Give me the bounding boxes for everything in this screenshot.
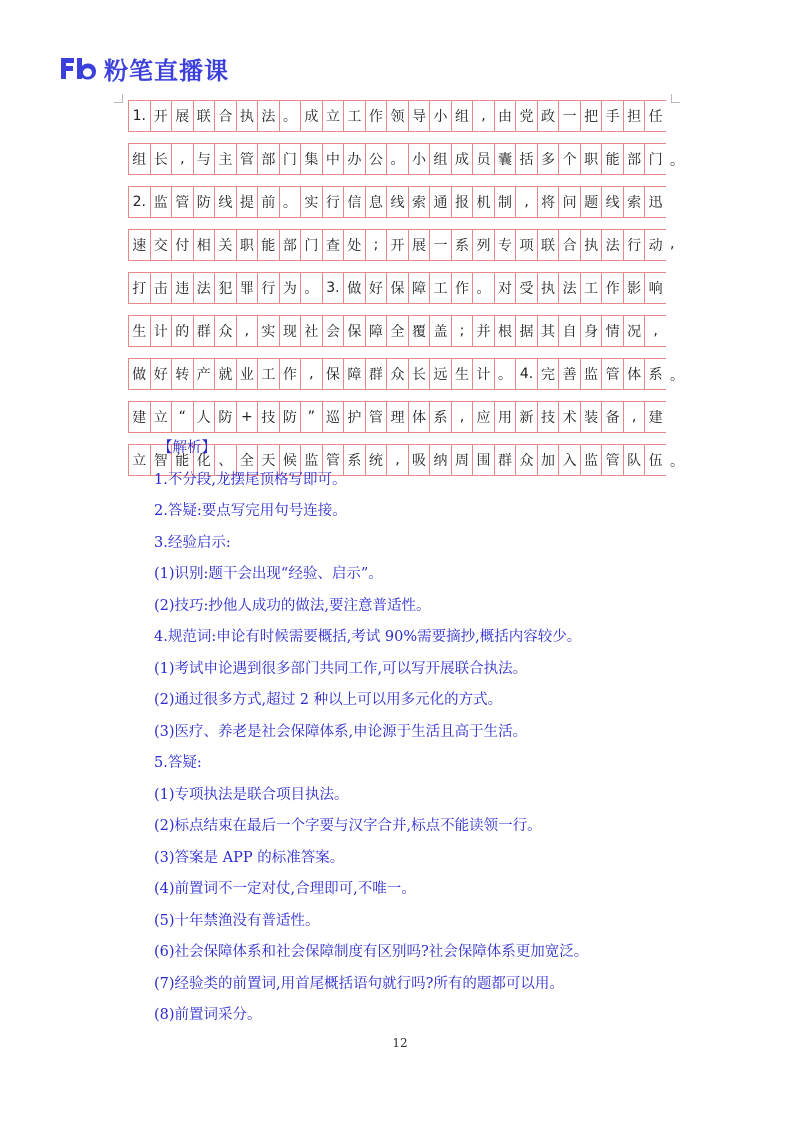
analysis-line: (1)考试申论遇到很多部门共同工作,可以写开展联合执法。	[154, 660, 528, 677]
grid-cell: 长	[150, 144, 172, 174]
grid-cell: 障	[408, 273, 430, 303]
grid-cell: 工	[257, 359, 279, 389]
grid-cell: 迅	[644, 187, 666, 217]
grid-cell: 防	[193, 187, 215, 217]
grid-cell: 巡	[322, 402, 344, 432]
grid-cell: 装	[580, 402, 602, 432]
grid-cell: 罪	[236, 273, 258, 303]
grid-cell: 覆	[408, 316, 430, 346]
analysis-line: (7)经验类的前置词,用首尾概括语句就行吗?所有的题都可以用。	[154, 975, 564, 992]
grid-cell: 法	[558, 273, 580, 303]
answer-grid	[128, 100, 684, 487]
grid-cell: 伍	[644, 445, 666, 475]
fb-logo-icon	[58, 54, 98, 82]
grid-cell: 导	[408, 101, 430, 131]
grid-cell: 。	[300, 273, 322, 303]
grid-cell: 影	[623, 273, 645, 303]
grid-cell: 4.	[515, 359, 537, 389]
analysis-line: (3)医疗、养老是社会保障体系,申论源于生活且高于生活。	[154, 723, 528, 740]
grid-cell: 众	[214, 316, 236, 346]
grid-row	[128, 229, 675, 261]
grid-cell: 管	[601, 359, 623, 389]
grid-cell: 联	[537, 230, 559, 260]
grid-cell: 好	[365, 273, 387, 303]
grid-cell: 领	[386, 101, 408, 131]
grid-cell: 能	[257, 230, 279, 260]
grid-cell: 产	[193, 359, 215, 389]
analysis-line: 5.答疑:	[154, 755, 202, 771]
grid-cell: ,	[236, 316, 258, 346]
grid-cell: 党	[515, 101, 537, 131]
grid-corner-mark	[114, 94, 123, 103]
analysis-line: 4.规范词:申论有时候需要概括,考试 90%需要摘抄,概括内容较少。	[154, 629, 582, 645]
grid-cell: 。	[472, 273, 494, 303]
analysis-lines	[154, 465, 754, 1032]
grid-cell: 管	[365, 402, 387, 432]
grid-cell: 作	[279, 359, 301, 389]
grid-cell: 纳	[429, 445, 451, 475]
analysis-line: (1)识别:题干会出现“经验、启示”。	[154, 566, 383, 582]
grid-row	[128, 358, 684, 390]
grid-cell: 群	[193, 316, 215, 346]
grid-cell: 门	[300, 230, 322, 260]
grid-cell: 机	[472, 187, 494, 217]
grid-cell: 合	[214, 101, 236, 131]
grid-cell: 部	[623, 144, 645, 174]
grid-cell: 根	[494, 316, 516, 346]
grid-row	[128, 143, 684, 175]
grid-cell: 护	[343, 402, 365, 432]
grid-cell: ”	[300, 402, 322, 432]
grid-cell: 由	[494, 101, 516, 131]
grid-cell: 其	[537, 316, 559, 346]
grid-cell: 身	[580, 316, 602, 346]
grid-cell: 技	[257, 402, 279, 432]
grid-cell: 全	[236, 445, 258, 475]
grid-cell: 1.	[128, 101, 150, 131]
grid-cell: 系	[343, 445, 365, 475]
grid-cell: 一	[429, 230, 451, 260]
grid-cell: 实	[257, 316, 279, 346]
grid-cell: 一	[558, 101, 580, 131]
analysis-line: (5)十年禁渔没有普适性。	[154, 912, 320, 929]
grid-cell: 小	[429, 101, 451, 131]
grid-cell: 报	[451, 187, 473, 217]
grid-cell: 展	[171, 101, 193, 131]
grid-cell: 执	[236, 101, 258, 131]
grid-cell: 吸	[408, 445, 430, 475]
grid-cell: 违	[171, 273, 193, 303]
grid-cell: 系	[644, 359, 666, 389]
grid-cell: 受	[515, 273, 537, 303]
grid-cell: 建	[644, 402, 666, 432]
grid-cell: 好	[150, 359, 172, 389]
grid-cell: 天	[257, 445, 279, 475]
grid-cell: 保	[386, 273, 408, 303]
grid-cell: 多	[537, 144, 559, 174]
analysis-line: (8)前置词采分。	[154, 1007, 262, 1023]
grid-cell: 法	[601, 230, 623, 260]
grid-cell: 题	[580, 187, 602, 217]
grid-corner-mark	[671, 94, 680, 103]
grid-cell: 联	[193, 101, 215, 131]
grid-cell: ;	[451, 316, 473, 346]
grid-cell: 信	[343, 187, 365, 217]
grid-cell: 术	[558, 402, 580, 432]
grid-cell: 行	[623, 230, 645, 260]
analysis-line: (3)答案是 APP 的标准答案。	[154, 849, 345, 866]
grid-cell: 防	[214, 402, 236, 432]
grid-cell: 管	[236, 144, 258, 174]
grid-cell: 据	[515, 316, 537, 346]
grid-cell: 法	[193, 273, 215, 303]
grid-cell: 会	[322, 316, 344, 346]
grid-cell: 政	[537, 101, 559, 131]
grid-cell: 门	[644, 144, 666, 174]
grid-cell: 公	[365, 144, 387, 174]
grid-cell: 障	[365, 316, 387, 346]
grid-cell: 制	[494, 187, 516, 217]
grid-cell: 付	[171, 230, 193, 260]
grid-cell: ,	[386, 445, 408, 475]
grid-cell: 理	[386, 402, 408, 432]
grid-cell: 长	[408, 359, 430, 389]
grid-cell: ;	[365, 230, 387, 260]
grid-cell: ,	[472, 101, 494, 131]
grid-cell: 成	[451, 144, 473, 174]
grid-cell: 员	[472, 144, 494, 174]
grid-cell: 3.	[322, 273, 344, 303]
brand-header	[58, 52, 229, 84]
grid-cell: 任	[644, 101, 666, 131]
grid-cell: 门	[279, 144, 301, 174]
grid-row-overflow-punctuation: 。	[670, 454, 684, 470]
grid-cell: 通	[429, 187, 451, 217]
grid-cell: 立	[150, 402, 172, 432]
grid-cell: 把	[580, 101, 602, 131]
grid-cell: 组	[128, 144, 150, 174]
grid-cell: 查	[322, 230, 344, 260]
grid-cell: 交	[150, 230, 172, 260]
grid-cell: 队	[623, 445, 645, 475]
grid-row	[128, 100, 666, 132]
grid-cell: 众	[386, 359, 408, 389]
page-number: 12	[392, 1036, 408, 1050]
analysis-line: (2)通过很多方式,超过 2 种以上可以用多元化的方式。	[154, 692, 503, 708]
grid-cell: 展	[408, 230, 430, 260]
grid-cell: 线	[214, 187, 236, 217]
grid-cell: 括	[515, 144, 537, 174]
grid-row-overflow-punctuation: 。	[670, 153, 684, 169]
grid-cell: 关	[214, 230, 236, 260]
grid-row	[128, 186, 666, 218]
grid-cell: 监	[300, 445, 322, 475]
grid-cell: 立	[322, 101, 344, 131]
grid-cell: 就	[214, 359, 236, 389]
grid-cell: 、	[214, 445, 236, 475]
grid-cell: 作	[451, 273, 473, 303]
grid-cell: 列	[472, 230, 494, 260]
grid-cell: 部	[257, 144, 279, 174]
grid-cell: ,	[623, 402, 645, 432]
grid-cell: 手	[601, 101, 623, 131]
grid-cell: 集	[300, 144, 322, 174]
grid-cell: 生	[451, 359, 473, 389]
grid-cell: 计	[472, 359, 494, 389]
grid-cell: 管	[601, 445, 623, 475]
grid-cell: 职	[580, 144, 602, 174]
grid-cell: 担	[623, 101, 645, 131]
grid-cell: 执	[537, 273, 559, 303]
grid-row	[128, 315, 666, 347]
grid-row-overflow-punctuation: ,	[670, 236, 675, 252]
grid-cell: 体	[408, 402, 430, 432]
grid-cell: 组	[429, 144, 451, 174]
grid-cell: 将	[537, 187, 559, 217]
grid-cell: 众	[515, 445, 537, 475]
grid-cell: 速	[128, 230, 150, 260]
grid-cell: 行	[322, 187, 344, 217]
grid-cell: 候	[279, 445, 301, 475]
grid-cell: 监	[150, 187, 172, 217]
grid-cell: 障	[343, 359, 365, 389]
grid-cell: 统	[365, 445, 387, 475]
grid-cell: +	[236, 402, 258, 432]
grid-cell: 新	[515, 402, 537, 432]
grid-cell: 社	[300, 316, 322, 346]
grid-cell: 业	[236, 359, 258, 389]
analysis-section	[154, 433, 754, 1032]
brand-name: 粉笔直播课	[104, 56, 229, 85]
grid-cell: 合	[558, 230, 580, 260]
analysis-title: 【解析】	[158, 440, 216, 456]
grid-cell: 。	[279, 101, 301, 131]
analysis-line: (6)社会保障体系和社会保障制度有区别吗?社会保障体系更加宽泛。	[154, 944, 589, 960]
grid-cell: 能	[601, 144, 623, 174]
grid-cell: 监	[580, 359, 602, 389]
grid-cell: 提	[236, 187, 258, 217]
grid-cell: 与	[193, 144, 215, 174]
grid-cell: 线	[601, 187, 623, 217]
grid-cell: 问	[558, 187, 580, 217]
grid-cell: 保	[322, 359, 344, 389]
grid-cell: 能	[171, 445, 193, 475]
grid-cell: ,	[451, 402, 473, 432]
grid-cell: 。	[386, 144, 408, 174]
grid-cell: 并	[472, 316, 494, 346]
analysis-line: 2.答疑:要点写完用句号连接。	[154, 503, 347, 519]
grid-cell: 职	[236, 230, 258, 260]
grid-cell: 项	[515, 230, 537, 260]
grid-cell: 法	[257, 101, 279, 131]
grid-cell: 防	[279, 402, 301, 432]
grid-cell: 息	[365, 187, 387, 217]
grid-cell: ,	[644, 316, 666, 346]
grid-cell: 小	[408, 144, 430, 174]
grid-cell: 周	[451, 445, 473, 475]
grid-cell: 管	[322, 445, 344, 475]
grid-cell: 处	[343, 230, 365, 260]
grid-cell: 主	[214, 144, 236, 174]
grid-cell: 计	[150, 316, 172, 346]
grid-cell: 击	[150, 273, 172, 303]
grid-cell: 技	[537, 402, 559, 432]
grid-cell: 行	[257, 273, 279, 303]
grid-cell: 执	[580, 230, 602, 260]
grid-cell: 保	[343, 316, 365, 346]
grid-cell: 办	[343, 144, 365, 174]
grid-cell: 实	[300, 187, 322, 217]
grid-cell: 相	[193, 230, 215, 260]
grid-cell: 群	[494, 445, 516, 475]
grid-cell: 管	[171, 187, 193, 217]
analysis-line: (2)技巧:抄他人成功的做法,要注意普适性。	[154, 597, 431, 614]
grid-cell: 为	[279, 273, 301, 303]
analysis-line: (2)标点结束在最后一个字要与汉字合并,标点不能读领一行。	[154, 818, 542, 834]
grid-cell: ,	[171, 144, 193, 174]
grid-cell: 立	[128, 445, 150, 475]
grid-cell: 做	[343, 273, 365, 303]
grid-cell: 系	[451, 230, 473, 260]
analysis-line: (4)前置词不一定对仗,合理即可,不唯一。	[154, 881, 416, 897]
grid-cell: 索	[408, 187, 430, 217]
grid-cell: 个	[558, 144, 580, 174]
grid-cell: 作	[601, 273, 623, 303]
grid-cell: 应	[472, 402, 494, 432]
grid-cell: 。	[494, 359, 516, 389]
grid-cell: 动	[644, 230, 666, 260]
grid-cell: 犯	[214, 273, 236, 303]
grid-cell: 部	[279, 230, 301, 260]
grid-cell: 生	[128, 316, 150, 346]
grid-cell: 线	[386, 187, 408, 217]
grid-cell: 2.	[128, 187, 150, 217]
grid-cell: 用	[494, 402, 516, 432]
grid-cell: 工	[343, 101, 365, 131]
grid-cell: 人	[193, 402, 215, 432]
grid-cell: 盖	[429, 316, 451, 346]
grid-cell: 善	[558, 359, 580, 389]
analysis-line: 1.不分段,龙摆尾顶格写即可。	[154, 471, 347, 488]
grid-cell: 体	[623, 359, 645, 389]
grid-row	[128, 272, 666, 304]
analysis-line: 3.经验启示:	[154, 534, 231, 551]
grid-cell: 工	[580, 273, 602, 303]
grid-cell: 专	[494, 230, 516, 260]
grid-cell: 囊	[494, 144, 516, 174]
grid-cell: 做	[128, 359, 150, 389]
grid-cell: 智	[150, 445, 172, 475]
grid-cell: 开	[386, 230, 408, 260]
grid-cell: 围	[472, 445, 494, 475]
grid-cell: 自	[558, 316, 580, 346]
grid-cell: 情	[601, 316, 623, 346]
grid-cell: 工	[429, 273, 451, 303]
grid-cell: ,	[300, 359, 322, 389]
grid-cell: 全	[386, 316, 408, 346]
grid-cell: 加	[537, 445, 559, 475]
grid-cell: 备	[601, 402, 623, 432]
grid-cell: 化	[193, 445, 215, 475]
grid-cell: 索	[623, 187, 645, 217]
grid-row-overflow-punctuation: 。	[670, 368, 684, 384]
grid-cell: 完	[537, 359, 559, 389]
grid-cell: 对	[494, 273, 516, 303]
grid-cell: 前	[257, 187, 279, 217]
grid-cell: 况	[623, 316, 645, 346]
grid-cell: 远	[429, 359, 451, 389]
grid-cell: 响	[644, 273, 666, 303]
grid-cell: 系	[429, 402, 451, 432]
grid-cell: 转	[171, 359, 193, 389]
analysis-line: (1)专项执法是联合项目执法。	[154, 786, 349, 803]
grid-cell: 的	[171, 316, 193, 346]
grid-cell: 打	[128, 273, 150, 303]
grid-cell: 群	[365, 359, 387, 389]
grid-cell: 开	[150, 101, 172, 131]
grid-cell: “	[171, 402, 193, 432]
grid-row	[128, 401, 666, 433]
grid-cell: 监	[580, 445, 602, 475]
grid-cell: 入	[558, 445, 580, 475]
grid-cell: 组	[451, 101, 473, 131]
grid-cell: 现	[279, 316, 301, 346]
grid-cell: 中	[322, 144, 344, 174]
grid-cell: 成	[300, 101, 322, 131]
grid-cell: ,	[515, 187, 537, 217]
grid-cell: 。	[279, 187, 301, 217]
grid-cell: 建	[128, 402, 150, 432]
grid-cell: 作	[365, 101, 387, 131]
